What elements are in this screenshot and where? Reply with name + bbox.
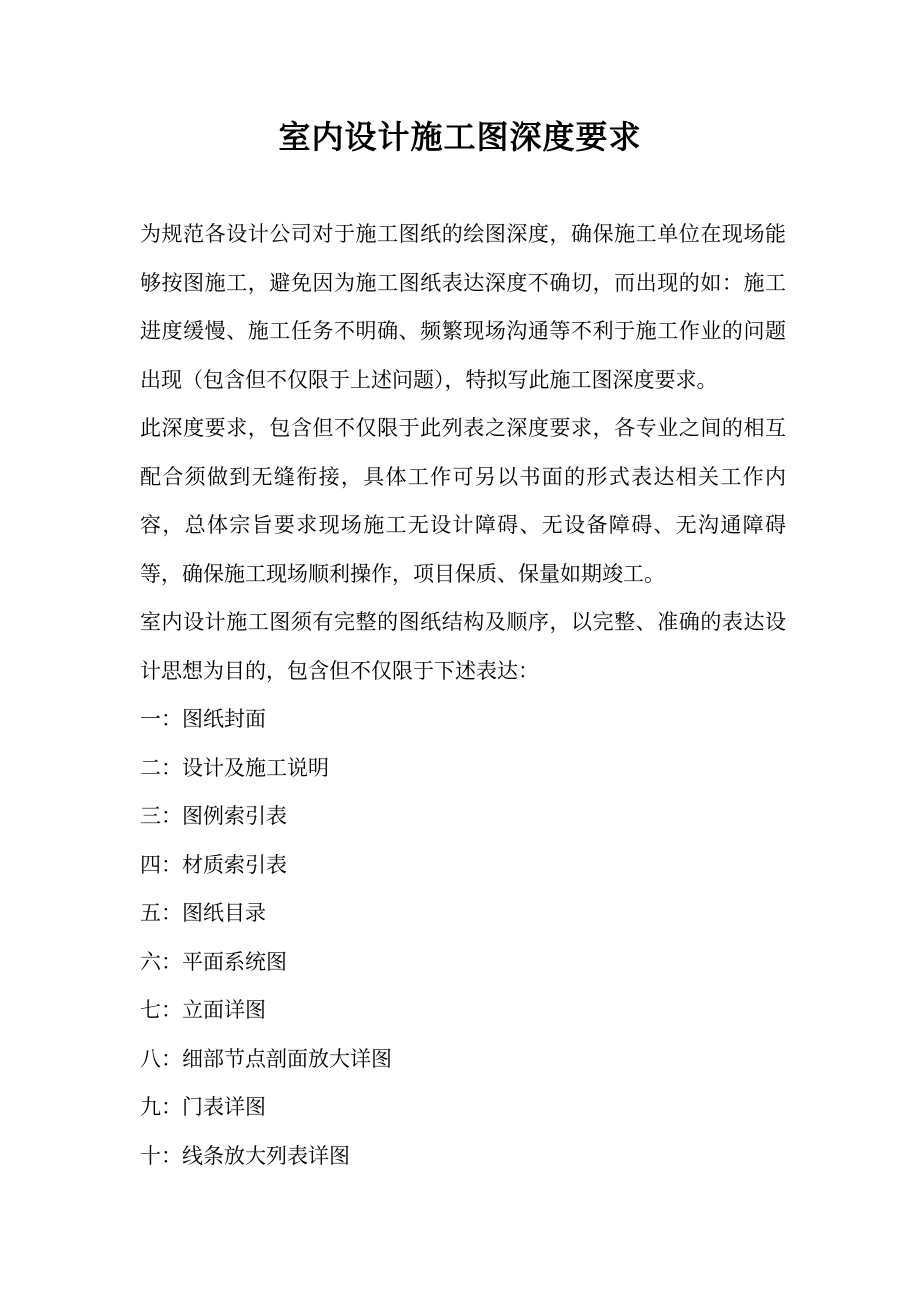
list-item: 三：图例索引表 [140,804,287,828]
scope-paragraph: 此深度要求，包含但不仅限于此列表之深度要求，各专业之间的相互配合须做到无缝衔接，具体工作可另以书面的形式表达相关工作内容，总体宗旨要求现场施工无设计障碍、无设备障碍、无沟通障碍等，确保施工现场顺利操作，项目保质、保量如期竣工。 [140,416,786,586]
list-item: 五：图纸目录 [140,901,266,925]
list-item: 八：细部节点剖面放大详图 [140,1046,392,1071]
drawing-contents-list [140,695,786,1180]
structure-paragraph: 室内设计施工图须有完整的图纸结构及顺序，以完整、准确的表达设计思想为目的，包含但不仅限于下述表达： [140,610,786,683]
document-body [140,210,786,1180]
intro-paragraph: 为规范各设计公司对于施工图纸的绘图深度，确保施工单位在现场能够按图施工，避免因为施工图纸表达深度不确切，而出现的如：施工进度缓慢、施工任务不明确、频繁现场沟通等不利于施工作业的问题出现（包含但不仅限于上述问题），特拟写此施工图深度要求。 [140,222,786,392]
list-item: 九：门表详图 [140,1095,266,1119]
list-item: 一：图纸封面 [140,707,266,731]
document-title: 室内设计施工图深度要求 [278,118,642,156]
list-item: 十：线条放大列表详图 [140,1143,350,1168]
list-item: 六：平面系统图 [140,949,287,974]
list-item: 七：立面详图 [140,998,266,1022]
list-item: 二：设计及施工说明 [140,755,329,780]
list-item: 四：材质索引表 [140,852,287,877]
